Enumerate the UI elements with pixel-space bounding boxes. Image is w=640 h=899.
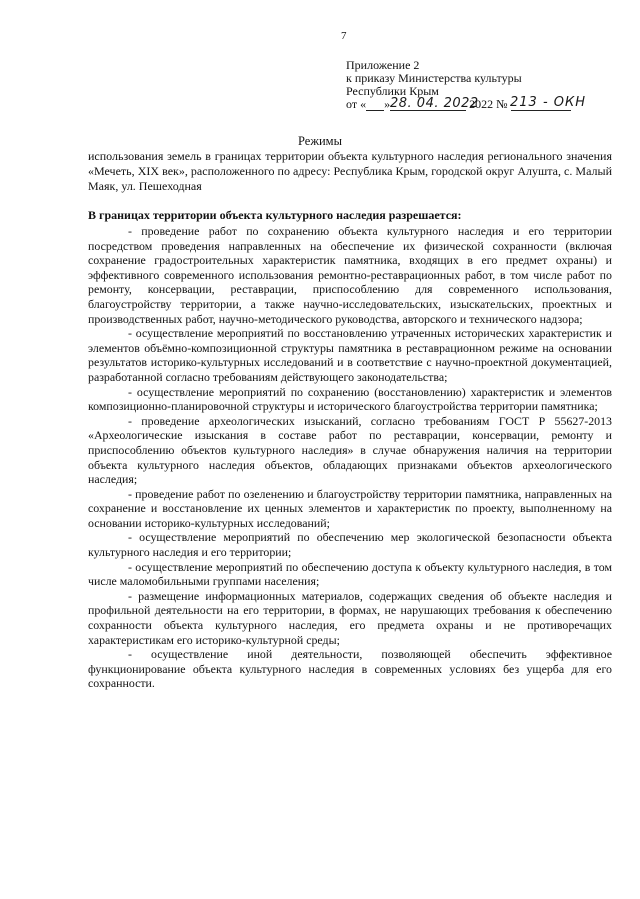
page-number: 7 — [341, 30, 347, 42]
appendix-ministry: Республики Крым — [346, 84, 439, 98]
appendix-header — [346, 58, 587, 111]
date-mid: » — [384, 97, 391, 111]
appendix-order-ref: к приказу Министерства культуры — [346, 71, 522, 85]
paragraph: - осуществление иной деятельности, позволяющей обеспечить эффективное функционирование объекта культурного наследия в современных условиях без ущерба для его сохранности. — [88, 647, 612, 691]
appendix-title: Приложение 2 — [346, 58, 420, 72]
order-date-line — [346, 95, 587, 111]
paragraph: - размещение информационных материалов, содержащих сведения об объекте наследия и профильной деятельности на его территории, в формах, не нарушающих требования к обеспечению сохранности объекта культурного наследия, его предмета охраны и не противоречащих характеристикам его историко-культурной среды; — [88, 588, 612, 647]
handwritten-date: 28. 04. 2022 — [390, 96, 479, 111]
paragraph: - осуществление мероприятий по обеспечению доступа к объекту культурного наследия, в том числе маломобильными группами населения; — [88, 559, 612, 589]
paragraph: - проведение работ по озеленению и благоустройству территории памятника, направленных на сохранение и восстановление их ценных элементов и характеристик по проекту, выполненному на основании историко-культурных исследований; — [88, 486, 612, 530]
document-body — [88, 224, 612, 691]
handwritten-order-number: 213 - ОКН — [510, 95, 587, 110]
document-title: Режимы — [298, 134, 342, 148]
paragraph: - осуществление мероприятий по обеспечению мер экологической безопасности объекта культурного наследия и его территории; — [88, 530, 612, 560]
paragraph: - осуществление мероприятий по восстановлению утраченных исторических характеристик и элементов объёмно-композиционной структуры памятника в реставрационном режиме на основании результатов историко-культурных исследований и в соответствие с научно-проектной документацией, разработанной согласно требованиям действующего законодательства; — [88, 326, 612, 384]
paragraph: - осуществление мероприятий по сохранению (восстановлению) характеристик и элементов композиционно-планировочной структуры и исторического благоустройства территории памятника; — [88, 384, 612, 414]
year-suffix: 2022 № — [469, 97, 508, 111]
date-prefix: от « — [346, 97, 367, 111]
paragraph: - проведение работ по сохранению объекта культурного наследия и его территории посредством проведения направленных на обеспечение их физической сохранности (включая сохранение градостроительных характеристик памятника, входящих в его предмет охраны) и эффективного современного использования ремонтно-реставрационных работ, в том числе работ по ремонту, консервации, реставрации, приспособлению для современного использования, благоустройству территории, а также научно-исследовательских, изыскательских, проектных и производственных работ, научно-методического руководства, авторского и технического надзора; — [88, 224, 612, 326]
paragraph: - проведение археологических изысканий, согласно требованиям ГОСТ Р 55627-2013 «Археологические изыскания в составе работ по реставрации, консервации, ремонту и приспособлению объектов культурного наследия» в случае обнаружения наличия на территории объекта культурного наследия объектов, обладающих признаками объектов археологического наследия; — [88, 413, 612, 487]
document-subtitle: использования земель в границах территории объекта культурного наследия регионального значения «Мечеть, XIX век», расположенного по адресу: Республика Крым, городской округ Алушта, с. Малый Маяк, ул. Пешеходная — [88, 149, 612, 193]
section-heading: В границах территории объекта культурного наследия разрешается: — [88, 208, 462, 222]
